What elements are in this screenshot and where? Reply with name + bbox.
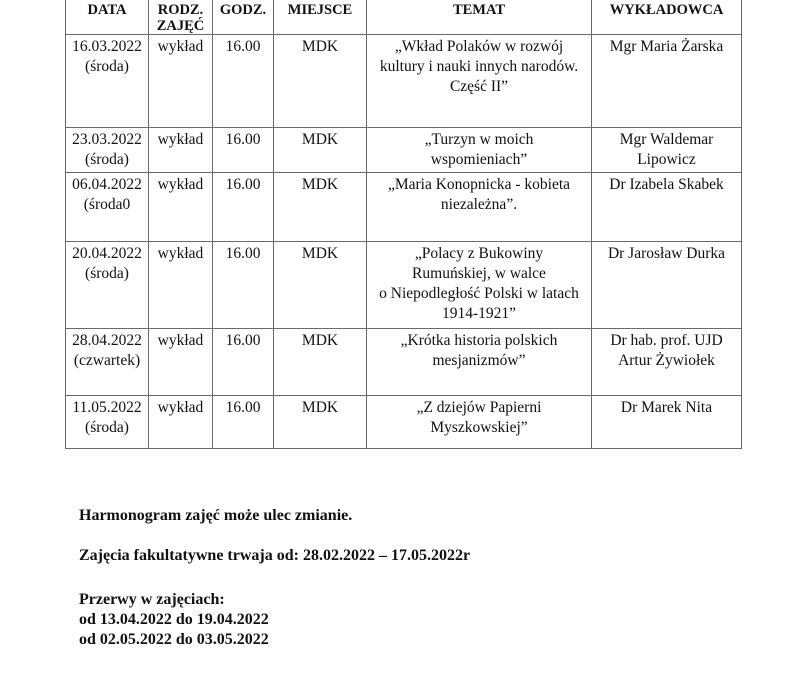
table-row xyxy=(66,242,742,329)
topic-line: o Niepodległość Polski w latach xyxy=(379,285,579,302)
type-cell: wykład xyxy=(149,329,213,396)
hour-cell: 16.00 xyxy=(213,396,274,449)
lecturer-cell xyxy=(592,173,742,242)
date-value: 11.05.2022 xyxy=(72,399,142,416)
place-cell: MDK xyxy=(274,128,367,173)
day-value: (czwartek) xyxy=(73,352,141,369)
topic-line: kultury i nauki innych narodów. xyxy=(379,58,579,75)
header-place: MIEJSCE xyxy=(274,0,367,35)
date-cell xyxy=(66,242,149,329)
header-type-line: RODZ. xyxy=(157,2,204,18)
header-lecturer: WYKŁADOWCA xyxy=(592,0,742,35)
topic-line: Część II” xyxy=(449,78,509,95)
lecturer-line: Artur Żywiołek xyxy=(618,352,715,369)
hour-cell: 16.00 xyxy=(213,242,274,329)
topic-line: Myszkowskiej” xyxy=(430,419,528,436)
lecturer-line: Mgr Maria Żarska xyxy=(609,38,724,55)
lecturer-cell xyxy=(592,396,742,449)
topic-cell xyxy=(367,329,592,396)
topic-line: Rumuńskiej, w walce xyxy=(412,265,546,282)
day-value: (środa) xyxy=(85,151,129,168)
date-cell xyxy=(66,35,149,128)
topic-line: 1914-1921” xyxy=(441,305,517,322)
place-cell: MDK xyxy=(274,329,367,396)
lecturer-line: Dr Jarosław Durka xyxy=(607,245,726,262)
header-type xyxy=(149,0,213,35)
topic-cell xyxy=(367,128,592,173)
topic-line: „Krótka historia polskich xyxy=(400,332,558,349)
hour-cell: 16.00 xyxy=(213,173,274,242)
schedule-change-note: Harmonogram zajęć może ulec zmianie. xyxy=(79,507,353,524)
topic-line: niezależna”. xyxy=(440,196,518,213)
header-type-line: ZAJĘĆ xyxy=(156,18,205,34)
header-date: DATA xyxy=(66,0,149,35)
date-value: 20.04.2022 xyxy=(72,245,142,262)
place-cell: MDK xyxy=(274,396,367,449)
day-value: (środa0 xyxy=(83,196,131,213)
day-value: (środa) xyxy=(85,58,129,75)
day-value: (środa) xyxy=(85,419,129,436)
table-row xyxy=(66,329,742,396)
table-row xyxy=(66,396,742,449)
date-value: 28.04.2022 xyxy=(72,332,142,349)
schedule-table xyxy=(65,0,742,449)
date-value: 06.04.2022 xyxy=(72,176,142,193)
type-cell: wykład xyxy=(149,396,213,449)
lecturer-line: Mgr Waldemar xyxy=(619,131,714,148)
date-value: 23.03.2022 xyxy=(72,131,142,148)
type-cell: wykład xyxy=(149,173,213,242)
topic-line: „Maria Konopnicka - kobieta xyxy=(387,176,571,193)
table-row xyxy=(66,173,742,242)
break-period: od 02.05.2022 do 03.05.2022 xyxy=(79,631,269,648)
table-header-row xyxy=(66,0,742,35)
lecturer-cell xyxy=(592,35,742,128)
place-cell: MDK xyxy=(274,242,367,329)
type-cell: wykład xyxy=(149,128,213,173)
lecturer-line: Dr Izabela Skabek xyxy=(609,176,724,193)
hour-cell: 16.00 xyxy=(213,329,274,396)
place-cell: MDK xyxy=(274,35,367,128)
topic-line: „Z dziejów Papierni xyxy=(416,399,542,416)
table-row xyxy=(66,35,742,128)
hour-cell: 16.00 xyxy=(213,35,274,128)
date-cell xyxy=(66,173,149,242)
duration-note: Zajęcia fakultatywne trwaja od: 28.02.2022 – 17.05.2022r xyxy=(79,547,471,564)
place-cell: MDK xyxy=(274,173,367,242)
date-value: 16.03.2022 xyxy=(72,38,142,55)
topic-line: „Turzyn w moich xyxy=(424,131,534,148)
breaks-title: Przerwy w zajęciach: xyxy=(79,591,225,608)
header-topic: TEMAT xyxy=(367,0,592,35)
lecturer-line: Dr Marek Nita xyxy=(620,399,713,416)
topic-line: „Wkład Polaków w rozwój xyxy=(394,38,564,55)
breaks-block xyxy=(79,590,269,650)
break-period: od 13.04.2022 do 19.04.2022 xyxy=(79,611,269,628)
date-cell xyxy=(66,396,149,449)
topic-line: wspomieniach” xyxy=(430,151,528,168)
date-cell xyxy=(66,329,149,396)
type-cell: wykład xyxy=(149,35,213,128)
hour-cell: 16.00 xyxy=(213,128,274,173)
topic-cell xyxy=(367,396,592,449)
topic-cell xyxy=(367,35,592,128)
type-cell: wykład xyxy=(149,242,213,329)
header-hour: GODZ. xyxy=(213,0,274,35)
table-row xyxy=(66,128,742,173)
lecturer-cell xyxy=(592,128,742,173)
topic-line: mesjanizmów” xyxy=(432,352,526,369)
topic-cell xyxy=(367,173,592,242)
date-cell xyxy=(66,128,149,173)
topic-cell xyxy=(367,242,592,329)
lecturer-line: Dr hab. prof. UJD xyxy=(610,332,723,349)
lecturer-cell xyxy=(592,242,742,329)
topic-line: „Polacy z Bukowiny xyxy=(414,245,544,262)
day-value: (środa) xyxy=(85,265,129,282)
lecturer-line: Lipowicz xyxy=(637,151,696,168)
lecturer-cell xyxy=(592,329,742,396)
